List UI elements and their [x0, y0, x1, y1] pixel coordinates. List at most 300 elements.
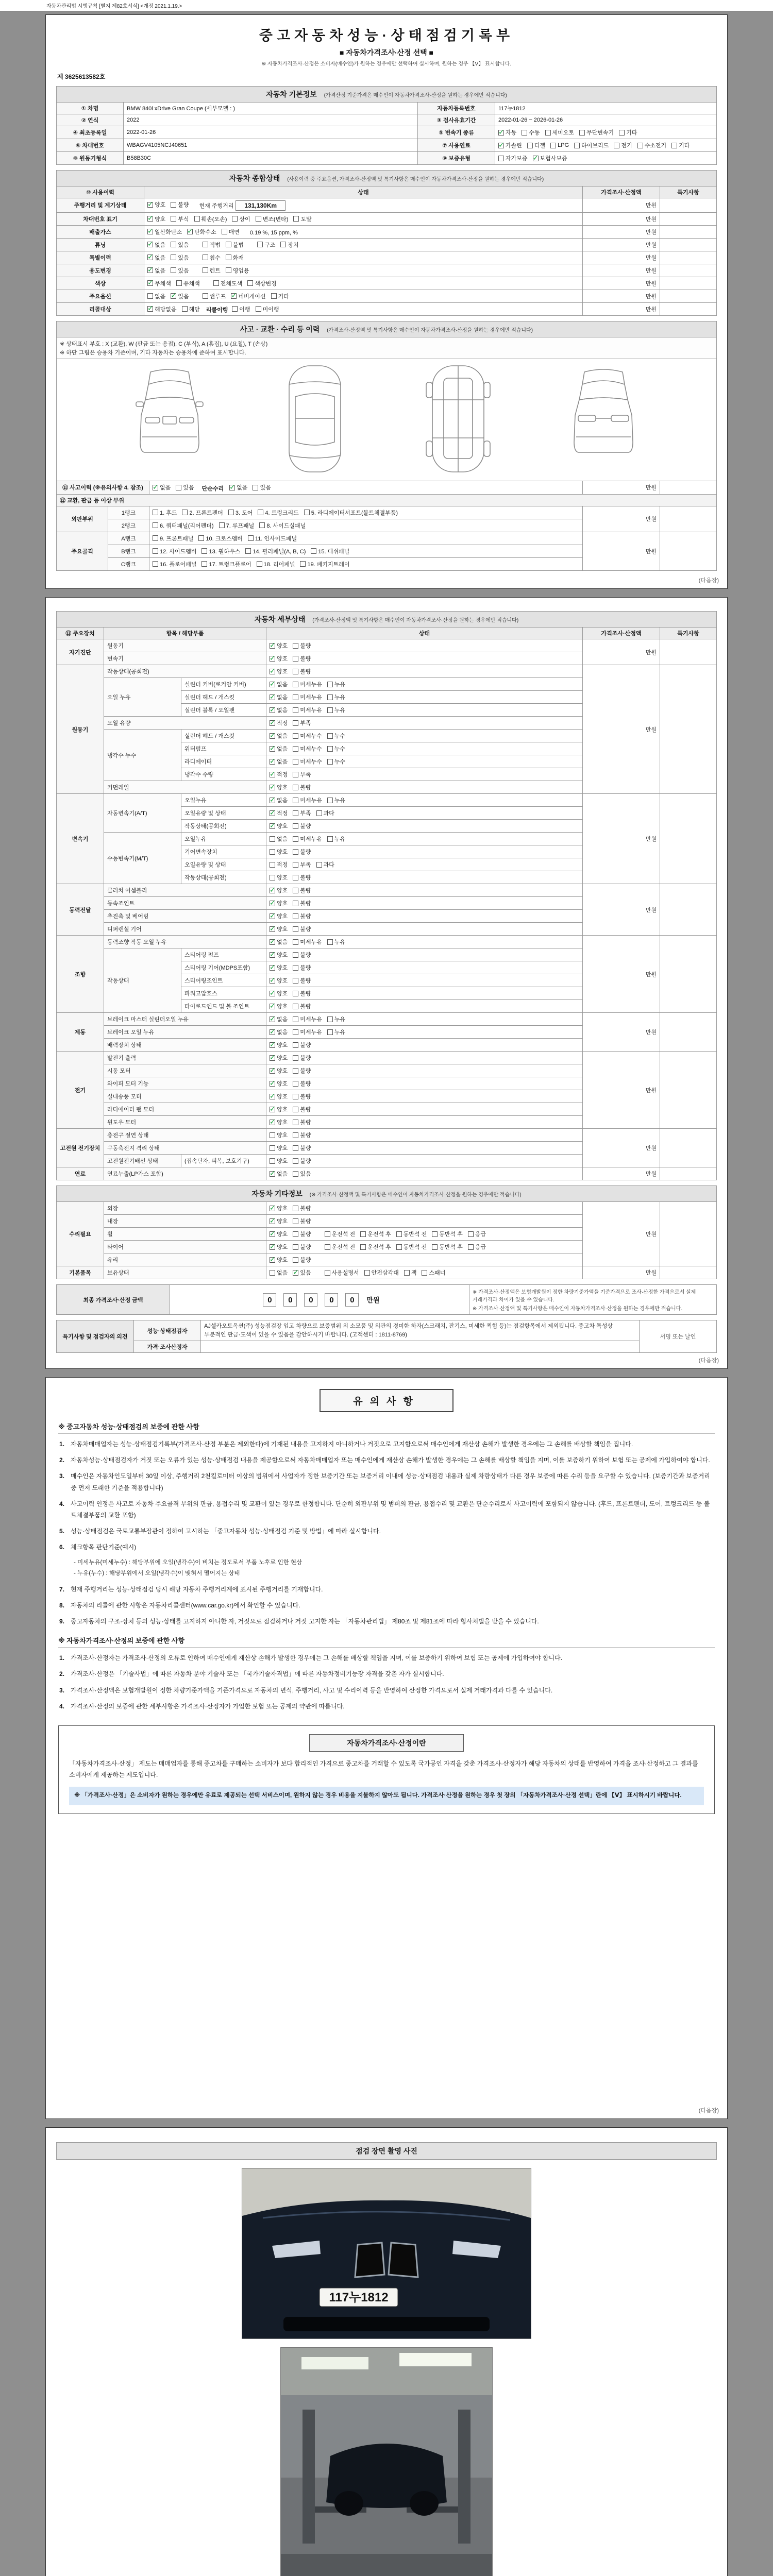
- checkbox-option[interactable]: [147, 292, 165, 300]
- checkbox-option[interactable]: [293, 860, 311, 869]
- checkbox-icon[interactable]: [293, 862, 298, 868]
- checkbox-checked-icon[interactable]: [270, 978, 275, 984]
- checkbox-icon[interactable]: [293, 1068, 298, 1074]
- checkbox-option[interactable]: [327, 1015, 345, 1023]
- checkbox-icon[interactable]: [293, 1094, 298, 1099]
- checkbox-icon[interactable]: [293, 1257, 298, 1263]
- checkbox-option[interactable]: [194, 215, 227, 223]
- checkbox-icon[interactable]: [293, 772, 298, 777]
- checkbox-icon[interactable]: [619, 130, 625, 135]
- checkbox-icon[interactable]: [432, 1231, 438, 1237]
- checkbox-icon[interactable]: [198, 535, 204, 541]
- checkbox-option[interactable]: [293, 1217, 311, 1225]
- checkbox-option[interactable]: [270, 848, 288, 856]
- checkbox-option[interactable]: [270, 1092, 288, 1100]
- checkbox-option[interactable]: [270, 1041, 288, 1049]
- checkbox-option[interactable]: [422, 1268, 445, 1277]
- checkbox-option[interactable]: [498, 128, 516, 137]
- checkbox-checked-icon[interactable]: [270, 1244, 275, 1250]
- checkbox-option[interactable]: [293, 1118, 311, 1126]
- checkbox-checked-icon[interactable]: [147, 242, 153, 247]
- checkbox-option[interactable]: [270, 1230, 288, 1238]
- checkbox-icon[interactable]: [201, 548, 207, 554]
- checkbox-icon[interactable]: [293, 1145, 298, 1151]
- checkbox-option[interactable]: [522, 128, 540, 137]
- checkbox-checked-icon[interactable]: [270, 746, 275, 752]
- checkbox-option[interactable]: [226, 253, 244, 262]
- checkbox-option[interactable]: [270, 860, 288, 869]
- checkbox-option[interactable]: [293, 1028, 322, 1036]
- checkbox-icon[interactable]: [270, 836, 275, 842]
- checkbox-option[interactable]: [270, 732, 288, 740]
- checkbox-checked-icon[interactable]: [147, 306, 153, 312]
- checkbox-icon[interactable]: [293, 836, 298, 842]
- checkbox-option[interactable]: [527, 141, 545, 149]
- checkbox-icon[interactable]: [203, 242, 208, 247]
- checkbox-option[interactable]: [293, 1144, 311, 1152]
- checkbox-icon[interactable]: [271, 293, 277, 299]
- checkbox-icon[interactable]: [203, 293, 208, 299]
- checkbox-option[interactable]: [270, 1002, 288, 1010]
- checkbox-checked-icon[interactable]: [270, 1094, 275, 1099]
- checkbox-option[interactable]: [171, 241, 189, 249]
- checkbox-option[interactable]: [270, 1217, 288, 1225]
- checkbox-icon[interactable]: [245, 548, 251, 554]
- checkbox-icon[interactable]: [256, 306, 261, 312]
- checkbox-option[interactable]: [293, 1256, 311, 1264]
- checkbox-checked-icon[interactable]: [270, 759, 275, 765]
- checkbox-icon[interactable]: [293, 785, 298, 790]
- checkbox-option[interactable]: [293, 873, 311, 882]
- checkbox-checked-icon[interactable]: [187, 229, 193, 234]
- checkbox-icon[interactable]: [293, 733, 298, 739]
- checkbox-icon[interactable]: [293, 1132, 298, 1138]
- checkbox-option[interactable]: [293, 989, 311, 997]
- checkbox-option[interactable]: [270, 680, 288, 688]
- checkbox-option[interactable]: [226, 241, 244, 249]
- checkbox-option[interactable]: [270, 1066, 288, 1075]
- checkbox-checked-icon[interactable]: [270, 1068, 275, 1074]
- checkbox-checked-icon[interactable]: [229, 485, 235, 490]
- checkbox-icon[interactable]: [270, 1158, 275, 1164]
- checkbox-icon[interactable]: [153, 561, 158, 567]
- checkbox-option[interactable]: [404, 1268, 417, 1277]
- checkbox-icon[interactable]: [270, 849, 275, 855]
- checkbox-option[interactable]: [327, 693, 345, 701]
- checkbox-checked-icon[interactable]: [270, 939, 275, 945]
- checkbox-checked-icon[interactable]: [270, 1120, 275, 1125]
- checkbox-option[interactable]: [270, 667, 288, 675]
- checkbox-icon[interactable]: [293, 810, 298, 816]
- checkbox-option[interactable]: [327, 706, 345, 714]
- checkbox-option[interactable]: [396, 1243, 427, 1251]
- checkbox-option[interactable]: [171, 200, 189, 209]
- checkbox-icon[interactable]: [293, 1081, 298, 1087]
- checkbox-checked-icon[interactable]: [147, 267, 153, 273]
- checkbox-option[interactable]: [293, 654, 311, 663]
- checkbox-icon[interactable]: [232, 306, 238, 312]
- checkbox-icon[interactable]: [171, 267, 176, 273]
- checkbox-icon[interactable]: [228, 510, 234, 515]
- checkbox-icon[interactable]: [293, 1107, 298, 1112]
- checkbox-option[interactable]: [293, 1157, 311, 1165]
- checkbox-option[interactable]: [293, 822, 311, 830]
- checkbox-option[interactable]: [293, 951, 311, 959]
- checkbox-option[interactable]: [293, 732, 322, 740]
- checkbox-option[interactable]: [293, 770, 311, 778]
- checkbox-option[interactable]: [147, 241, 165, 249]
- checkbox-option[interactable]: [280, 241, 298, 249]
- checkbox-icon[interactable]: [364, 1270, 370, 1276]
- checkbox-icon[interactable]: [311, 548, 316, 554]
- checkbox-option[interactable]: [432, 1243, 463, 1251]
- checkbox-icon[interactable]: [327, 1016, 333, 1022]
- checkbox-option[interactable]: [153, 534, 193, 543]
- checkbox-option[interactable]: [293, 1268, 311, 1277]
- checkbox-option[interactable]: [327, 1028, 345, 1036]
- checkbox-option[interactable]: [293, 796, 322, 804]
- checkbox-option[interactable]: [147, 266, 165, 275]
- checkbox-option[interactable]: [360, 1243, 391, 1251]
- checkbox-option[interactable]: [432, 1230, 463, 1238]
- checkbox-icon[interactable]: [293, 1016, 298, 1022]
- checkbox-icon[interactable]: [171, 216, 176, 222]
- checkbox-option[interactable]: [293, 1002, 311, 1010]
- checkbox-icon[interactable]: [327, 939, 333, 945]
- checkbox-icon[interactable]: [293, 1171, 298, 1177]
- checkbox-icon[interactable]: [293, 965, 298, 971]
- checkbox-icon[interactable]: [316, 862, 322, 868]
- checkbox-checked-icon[interactable]: [270, 669, 275, 674]
- checkbox-option[interactable]: [203, 253, 221, 262]
- checkbox-icon[interactable]: [293, 991, 298, 996]
- checkbox-icon[interactable]: [293, 1004, 298, 1009]
- checkbox-checked-icon[interactable]: [498, 143, 504, 148]
- checkbox-icon[interactable]: [293, 1029, 298, 1035]
- checkbox-icon[interactable]: [327, 746, 333, 752]
- checkbox-option[interactable]: [248, 534, 297, 543]
- checkbox-checked-icon[interactable]: [270, 1171, 275, 1177]
- checkbox-option[interactable]: [253, 483, 271, 492]
- checkbox-option[interactable]: [270, 757, 288, 766]
- checkbox-option[interactable]: [270, 693, 288, 701]
- checkbox-option[interactable]: [311, 547, 349, 555]
- checkbox-icon[interactable]: [293, 669, 298, 674]
- checkbox-icon[interactable]: [203, 255, 208, 260]
- checkbox-option[interactable]: [203, 292, 226, 300]
- checkbox-option[interactable]: [201, 547, 240, 555]
- checkbox-option[interactable]: [270, 706, 288, 714]
- checkbox-checked-icon[interactable]: [270, 1016, 275, 1022]
- checkbox-icon[interactable]: [293, 1055, 298, 1061]
- checkbox-icon[interactable]: [360, 1231, 366, 1237]
- checkbox-checked-icon[interactable]: [270, 1004, 275, 1009]
- checkbox-icon[interactable]: [316, 810, 322, 816]
- checkbox-icon[interactable]: [248, 535, 254, 541]
- checkbox-icon[interactable]: [293, 978, 298, 984]
- checkbox-icon[interactable]: [256, 216, 261, 222]
- checkbox-icon[interactable]: [176, 280, 182, 286]
- checkbox-option[interactable]: [259, 521, 306, 530]
- checkbox-icon[interactable]: [293, 643, 298, 649]
- checkbox-icon[interactable]: [171, 202, 176, 208]
- checkbox-checked-icon[interactable]: [270, 901, 275, 906]
- checkbox-icon[interactable]: [293, 913, 298, 919]
- checkbox-icon[interactable]: [171, 255, 176, 260]
- checkbox-icon[interactable]: [259, 522, 265, 528]
- checkbox-option[interactable]: [293, 963, 311, 972]
- checkbox-icon[interactable]: [327, 682, 333, 687]
- checkbox-icon[interactable]: [194, 216, 200, 222]
- checkbox-checked-icon[interactable]: [533, 156, 539, 161]
- checkbox-option[interactable]: [550, 142, 569, 148]
- checkbox-icon[interactable]: [293, 759, 298, 765]
- checkbox-option[interactable]: [247, 279, 277, 287]
- checkbox-option[interactable]: [228, 509, 253, 517]
- checkbox-icon[interactable]: [293, 939, 298, 945]
- checkbox-checked-icon[interactable]: [270, 694, 275, 700]
- checkbox-option[interactable]: [222, 228, 240, 236]
- checkbox-option[interactable]: [270, 809, 288, 817]
- checkbox-icon[interactable]: [498, 156, 504, 161]
- checkbox-option[interactable]: [293, 783, 311, 791]
- checkbox-icon[interactable]: [293, 952, 298, 958]
- checkbox-option[interactable]: [270, 1170, 288, 1178]
- checkbox-icon[interactable]: [213, 280, 219, 286]
- checkbox-option[interactable]: [171, 266, 189, 275]
- checkbox-option[interactable]: [316, 809, 334, 817]
- checkbox-option[interactable]: [671, 141, 690, 149]
- checkbox-option[interactable]: [468, 1243, 486, 1251]
- checkbox-icon[interactable]: [257, 242, 263, 247]
- checkbox-icon[interactable]: [304, 510, 310, 515]
- checkbox-icon[interactable]: [325, 1270, 330, 1276]
- checkbox-option[interactable]: [304, 509, 398, 517]
- checkbox-icon[interactable]: [293, 798, 298, 803]
- checkbox-icon[interactable]: [293, 1042, 298, 1048]
- checkbox-option[interactable]: [293, 1105, 311, 1113]
- checkbox-option[interactable]: [293, 899, 311, 907]
- checkbox-icon[interactable]: [422, 1270, 427, 1276]
- checkbox-option[interactable]: [187, 228, 216, 236]
- checkbox-icon[interactable]: [325, 1244, 330, 1250]
- checkbox-checked-icon[interactable]: [270, 1029, 275, 1035]
- checkbox-option[interactable]: [176, 279, 200, 287]
- checkbox-icon[interactable]: [203, 267, 208, 273]
- checkbox-option[interactable]: [270, 951, 288, 959]
- checkbox-option[interactable]: [153, 509, 177, 517]
- checkbox-icon[interactable]: [270, 875, 275, 880]
- checkbox-checked-icon[interactable]: [270, 1042, 275, 1048]
- checkbox-icon[interactable]: [293, 746, 298, 752]
- checkbox-icon[interactable]: [293, 707, 298, 713]
- checkbox-option[interactable]: [270, 912, 288, 920]
- checkbox-option[interactable]: [270, 899, 288, 907]
- checkbox-option[interactable]: [270, 976, 288, 985]
- checkbox-icon[interactable]: [637, 143, 643, 148]
- checkbox-option[interactable]: [270, 1204, 288, 1212]
- checkbox-option[interactable]: [327, 757, 345, 766]
- checkbox-option[interactable]: [637, 141, 667, 149]
- checkbox-option[interactable]: [270, 1105, 288, 1113]
- checkbox-option[interactable]: [327, 796, 345, 804]
- checkbox-option[interactable]: [270, 1144, 288, 1152]
- checkbox-option[interactable]: [293, 215, 311, 223]
- checkbox-icon[interactable]: [201, 561, 207, 567]
- checkbox-option[interactable]: [153, 547, 196, 555]
- checkbox-option[interactable]: [270, 719, 288, 727]
- checkbox-option[interactable]: [271, 292, 289, 300]
- checkbox-icon[interactable]: [671, 143, 677, 148]
- checkbox-icon[interactable]: [293, 849, 298, 855]
- checkbox-option[interactable]: [219, 521, 255, 530]
- checkbox-checked-icon[interactable]: [231, 293, 237, 299]
- checkbox-option[interactable]: [270, 641, 288, 650]
- checkbox-option[interactable]: [270, 886, 288, 894]
- checkbox-icon[interactable]: [153, 522, 158, 528]
- checkbox-option[interactable]: [198, 534, 242, 543]
- checkbox-icon[interactable]: [614, 143, 619, 148]
- checkbox-option[interactable]: [293, 1204, 311, 1212]
- checkbox-option[interactable]: [325, 1230, 356, 1238]
- checkbox-checked-icon[interactable]: [270, 952, 275, 958]
- checkbox-icon[interactable]: [232, 216, 238, 222]
- checkbox-icon[interactable]: [396, 1244, 402, 1250]
- checkbox-option[interactable]: [579, 128, 614, 137]
- checkbox-icon[interactable]: [222, 229, 227, 234]
- checkbox-option[interactable]: [153, 483, 171, 492]
- checkbox-icon[interactable]: [404, 1270, 410, 1276]
- checkbox-option[interactable]: [293, 719, 311, 727]
- checkbox-option[interactable]: [270, 1131, 288, 1139]
- checkbox-icon[interactable]: [327, 733, 333, 739]
- checkbox-icon[interactable]: [545, 130, 551, 135]
- checkbox-icon[interactable]: [182, 510, 188, 515]
- checkbox-option[interactable]: [257, 241, 275, 249]
- checkbox-icon[interactable]: [247, 280, 253, 286]
- checkbox-checked-icon[interactable]: [270, 772, 275, 777]
- checkbox-option[interactable]: [614, 141, 632, 149]
- checkbox-option[interactable]: [293, 1054, 311, 1062]
- checkbox-option[interactable]: [293, 757, 322, 766]
- checkbox-option[interactable]: [293, 1243, 311, 1251]
- checkbox-icon[interactable]: [293, 1120, 298, 1125]
- checkbox-icon[interactable]: [270, 1270, 275, 1276]
- checkbox-option[interactable]: [256, 215, 289, 223]
- checkbox-option[interactable]: [147, 253, 165, 262]
- checkbox-checked-icon[interactable]: [270, 733, 275, 739]
- checkbox-icon[interactable]: [219, 522, 225, 528]
- checkbox-option[interactable]: [256, 305, 279, 313]
- checkbox-icon[interactable]: [153, 510, 158, 515]
- checkbox-icon[interactable]: [327, 836, 333, 842]
- checkbox-option[interactable]: [176, 483, 194, 492]
- checkbox-option[interactable]: [293, 1015, 322, 1023]
- checkbox-icon[interactable]: [468, 1231, 474, 1237]
- checkbox-option[interactable]: [270, 1243, 288, 1251]
- checkbox-option[interactable]: [270, 1028, 288, 1036]
- checkbox-checked-icon[interactable]: [270, 785, 275, 790]
- checkbox-option[interactable]: [360, 1230, 391, 1238]
- checkbox-icon[interactable]: [182, 306, 188, 312]
- checkbox-icon[interactable]: [171, 242, 176, 247]
- checkbox-option[interactable]: [293, 706, 322, 714]
- checkbox-option[interactable]: [293, 938, 322, 946]
- checkbox-checked-icon[interactable]: [270, 926, 275, 932]
- checkbox-option[interactable]: [270, 938, 288, 946]
- checkbox-icon[interactable]: [176, 485, 181, 490]
- checkbox-option[interactable]: [270, 654, 288, 663]
- checkbox-option[interactable]: [270, 1118, 288, 1126]
- checkbox-option[interactable]: [327, 835, 345, 843]
- checkbox-option[interactable]: [327, 938, 345, 946]
- checkbox-icon[interactable]: [327, 798, 333, 803]
- checkbox-icon[interactable]: [226, 242, 231, 247]
- checkbox-option[interactable]: [270, 1268, 288, 1277]
- checkbox-icon[interactable]: [579, 130, 585, 135]
- checkbox-icon[interactable]: [270, 1145, 275, 1151]
- checkbox-icon[interactable]: [153, 535, 158, 541]
- checkbox-option[interactable]: [270, 835, 288, 843]
- checkbox-option[interactable]: [293, 848, 311, 856]
- checkbox-icon[interactable]: [293, 720, 298, 726]
- checkbox-option[interactable]: [293, 1041, 311, 1049]
- checkbox-checked-icon[interactable]: [270, 1055, 275, 1061]
- checkbox-icon[interactable]: [226, 267, 231, 273]
- checkbox-icon[interactable]: [293, 216, 299, 222]
- checkbox-option[interactable]: [293, 976, 311, 985]
- checkbox-option[interactable]: [270, 925, 288, 933]
- checkbox-option[interactable]: [270, 796, 288, 804]
- checkbox-option[interactable]: [533, 154, 567, 162]
- checkbox-checked-icon[interactable]: [270, 810, 275, 816]
- checkbox-option[interactable]: [270, 1256, 288, 1264]
- checkbox-option[interactable]: [226, 266, 249, 275]
- checkbox-checked-icon[interactable]: [270, 720, 275, 726]
- checkbox-checked-icon[interactable]: [270, 913, 275, 919]
- checkbox-option[interactable]: [545, 128, 575, 137]
- checkbox-icon[interactable]: [527, 143, 533, 148]
- checkbox-option[interactable]: [257, 560, 295, 568]
- checkbox-option[interactable]: [147, 228, 182, 236]
- checkbox-icon[interactable]: [468, 1244, 474, 1250]
- checkbox-option[interactable]: [293, 1230, 311, 1238]
- checkbox-checked-icon[interactable]: [270, 1231, 275, 1237]
- checkbox-option[interactable]: [203, 266, 221, 275]
- checkbox-checked-icon[interactable]: [147, 255, 153, 260]
- checkbox-option[interactable]: [293, 912, 311, 920]
- checkbox-option[interactable]: [293, 680, 322, 688]
- checkbox-option[interactable]: [147, 215, 165, 223]
- checkbox-checked-icon[interactable]: [153, 485, 158, 490]
- checkbox-icon[interactable]: [257, 561, 262, 567]
- checkbox-icon[interactable]: [325, 1231, 330, 1237]
- checkbox-option[interactable]: [147, 279, 171, 287]
- checkbox-icon[interactable]: [293, 823, 298, 829]
- checkbox-option[interactable]: [293, 744, 322, 753]
- checkbox-option[interactable]: [270, 873, 288, 882]
- checkbox-icon[interactable]: [327, 1029, 333, 1035]
- checkbox-option[interactable]: [270, 1157, 288, 1165]
- checkbox-option[interactable]: [153, 521, 214, 530]
- checkbox-option[interactable]: [270, 963, 288, 972]
- checkbox-option[interactable]: [293, 1066, 311, 1075]
- checkbox-checked-icon[interactable]: [171, 293, 176, 299]
- checkbox-icon[interactable]: [360, 1244, 366, 1250]
- checkbox-checked-icon[interactable]: [270, 798, 275, 803]
- checkbox-option[interactable]: [182, 305, 200, 313]
- checkbox-option[interactable]: [203, 241, 221, 249]
